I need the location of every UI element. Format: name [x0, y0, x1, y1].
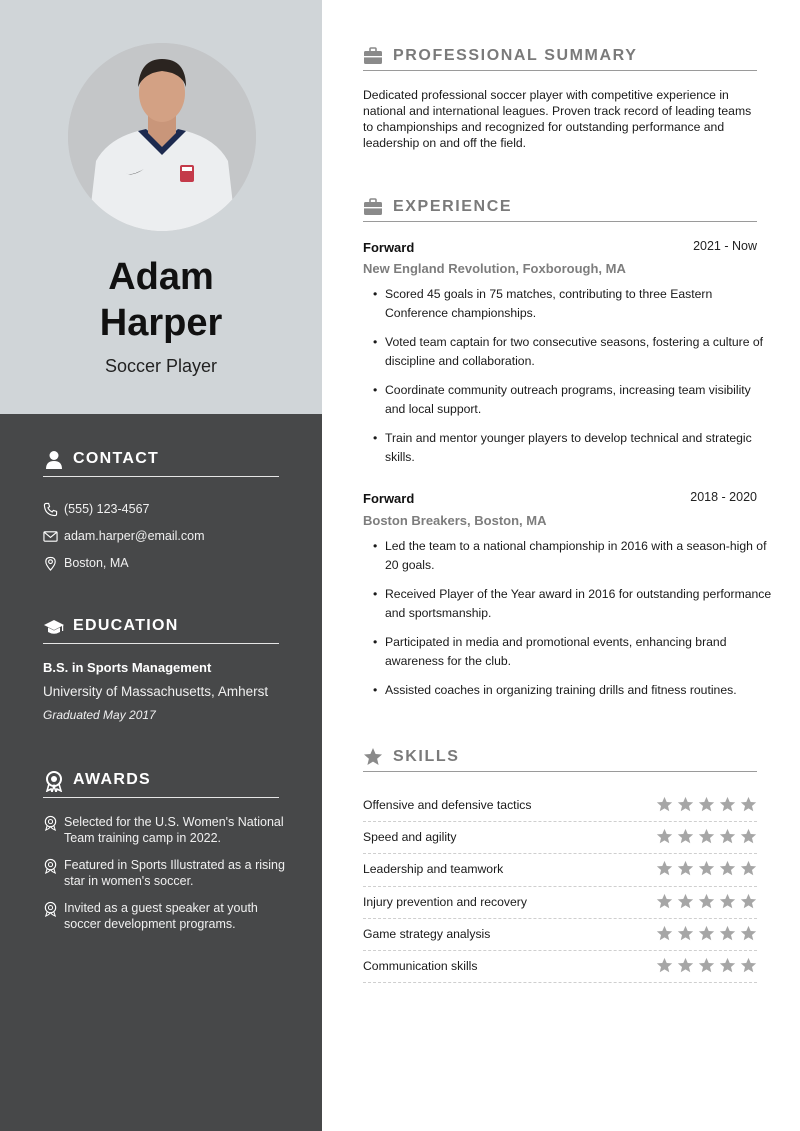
user-icon [43, 449, 65, 471]
award-text: Invited as a guest speaker at youth soccer development programs. [64, 901, 258, 931]
experience-title: EXPERIENCE [393, 198, 513, 215]
education-date: Graduated May 2017 [43, 708, 156, 722]
job-dates: 2018 - 2020 [690, 490, 757, 504]
award-text: Featured in Sports Illustrated as a rising star in women's soccer. [64, 858, 285, 888]
star-icon [656, 860, 673, 877]
skills-list [363, 790, 757, 983]
job-bullet: • Led the team to a national championship in 2016 with a season-high of 20 goals. [373, 537, 773, 575]
mail-icon [43, 529, 58, 544]
awards-header [43, 768, 279, 798]
star-icon [677, 893, 694, 910]
contact-title: CONTACT [73, 450, 160, 467]
briefcase-icon [363, 197, 383, 217]
skill-row [363, 887, 757, 919]
job-bullet: • Participated in media and promotional events, enhancing brand awareness for the club. [373, 633, 773, 671]
star-icon [698, 828, 715, 845]
skill-name: Leadership and teamwork [363, 862, 504, 877]
skill-name: Injury prevention and recovery [363, 894, 527, 909]
award-text: Selected for the U.S. Women's National Team training camp in 2022. [64, 815, 284, 845]
skill-row [363, 854, 757, 886]
skill-rating [652, 893, 757, 911]
star-icon [656, 796, 673, 813]
star-icon [677, 925, 694, 942]
experience-header [363, 196, 757, 222]
job-bullet: • Assisted coaches in organizing training drills and fitness routines. [373, 681, 773, 700]
star-icon [740, 893, 757, 910]
skill-rating [652, 796, 757, 814]
star-icon [677, 957, 694, 974]
star-icon [698, 957, 715, 974]
job-title: Forward [363, 491, 415, 506]
star-icon [719, 893, 736, 910]
job-company: New England Revolution, Foxborough, MA [363, 261, 626, 276]
first-name: Adam [108, 256, 214, 298]
job-role: Soccer Player [104, 356, 218, 376]
skill-rating [652, 925, 757, 943]
star-icon [363, 747, 383, 767]
sidebar [0, 0, 322, 1131]
education-title: EDUCATION [73, 617, 179, 634]
awards-title: AWARDS [73, 771, 152, 788]
job-bullets [373, 537, 773, 710]
award-item [43, 814, 293, 846]
education-header [43, 614, 279, 644]
skill-row [363, 919, 757, 951]
job-bullet: • Train and mentor younger players to develop technical and strategic skills. [373, 429, 773, 467]
summary-header [363, 45, 757, 71]
profile-header [0, 0, 322, 414]
star-icon [719, 828, 736, 845]
star-icon [698, 925, 715, 942]
star-icon [677, 860, 694, 877]
award-ribbon-icon [43, 770, 65, 792]
skill-name: Speed and agility [363, 830, 457, 845]
contact-header [43, 447, 279, 477]
location-text: Boston, MA [64, 556, 129, 570]
star-icon [656, 925, 673, 942]
phone-icon [43, 502, 58, 517]
star-icon [719, 860, 736, 877]
star-icon [698, 796, 715, 813]
skills-title: SKILLS [393, 748, 460, 765]
email-text: adam.harper@email.com [64, 529, 205, 543]
job-bullet: • Voted team captain for two consecutive seasons, fostering a culture of discipline and collaboration. [373, 333, 773, 371]
award-badge-icon [43, 858, 58, 874]
skill-name: Communication skills [363, 958, 478, 973]
job-title: Forward [363, 240, 415, 255]
star-icon [698, 893, 715, 910]
skill-name: Game strategy analysis [363, 926, 491, 941]
job-dates: 2021 - Now [693, 239, 757, 253]
phone-text: (555) 123-4567 [64, 502, 150, 516]
award-item [43, 857, 293, 889]
star-icon [740, 957, 757, 974]
job-bullet: • Received Player of the Year award in 2016 for outstanding performance and sportsmanship. [373, 585, 773, 623]
award-item [43, 900, 293, 932]
location-pin-icon [43, 556, 58, 571]
star-icon [719, 925, 736, 942]
profile-photo [68, 43, 256, 231]
star-icon [656, 828, 673, 845]
last-name: Harper [99, 302, 223, 344]
award-badge-icon [43, 901, 58, 917]
briefcase-icon [363, 46, 383, 66]
graduation-cap-icon [43, 616, 65, 638]
star-icon [698, 860, 715, 877]
skill-row [363, 790, 757, 822]
job-bullet: • Scored 45 goals in 75 matches, contributing to three Eastern Conference championships. [373, 285, 773, 323]
star-icon [677, 796, 694, 813]
star-icon [719, 796, 736, 813]
summary-text: Dedicated professional soccer player with competitive experience in national and international leagues. Proven track record of leading teams to championships and recognized for outstanding performance and leadership on and off the field. [363, 88, 752, 150]
star-icon [656, 957, 673, 974]
education-school: University of Massachusetts, Amherst [43, 684, 269, 699]
skill-row [363, 951, 757, 983]
skill-rating [652, 957, 757, 975]
award-badge-icon [43, 815, 58, 831]
star-icon [719, 957, 736, 974]
job-company: Boston Breakers, Boston, MA [363, 513, 547, 528]
star-icon [677, 828, 694, 845]
star-icon [740, 828, 757, 845]
skill-rating [652, 828, 757, 846]
star-icon [740, 860, 757, 877]
summary-title: PROFESSIONAL SUMMARY [393, 47, 638, 64]
star-icon [740, 796, 757, 813]
skill-row [363, 822, 757, 854]
skill-name: Offensive and defensive tactics [363, 798, 532, 812]
star-icon [656, 893, 673, 910]
education-degree: B.S. in Sports Management [43, 660, 212, 675]
star-icon [740, 925, 757, 942]
skills-header [363, 746, 757, 772]
skill-rating [652, 860, 757, 878]
job-bullets [373, 285, 773, 477]
job-bullet: • Coordinate community outreach programs, increasing team visibility and local support. [373, 381, 773, 419]
